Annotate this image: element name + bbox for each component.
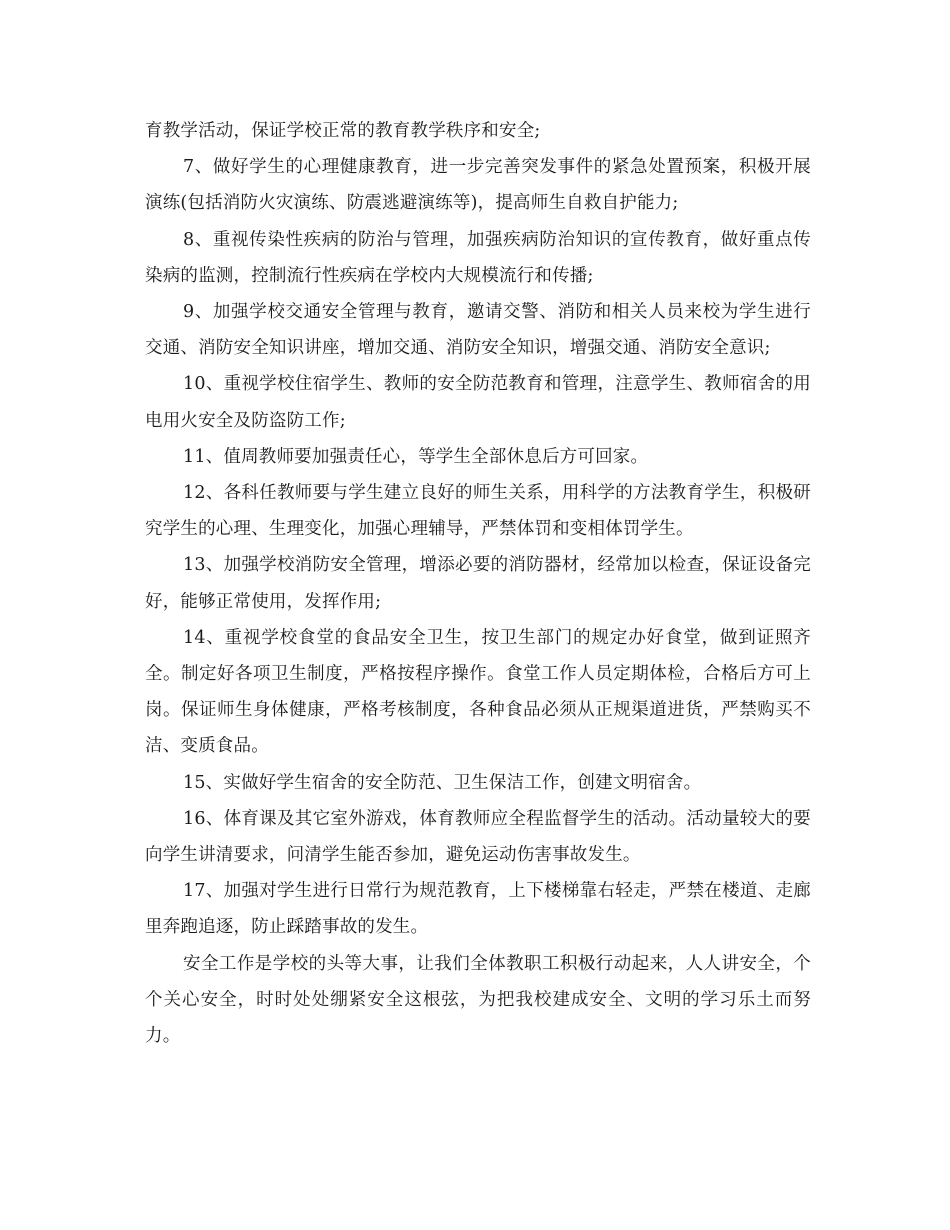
paragraph-item-12: 12、各科任教师要与学生建立良好的师生关系，用科学的方法教育学生，积极研究学生的心理、生理变化，加强心理辅导，严禁体罚和变相体罚学生。 xyxy=(145,483,811,540)
paragraph-continuation: 育教学活动，保证学校正常的教育教学秩序和安全; xyxy=(145,121,541,141)
paragraph-item-13: 13、加强学校消防安全管理，增添必要的消防器材，经常加以检查，保证设备完好，能够正常使用，发挥作用; xyxy=(145,555,811,612)
paragraph-item-11: 11、值周教师要加强责任心，等学生全部休息后方可回家。 xyxy=(183,446,649,467)
paragraph-item-15: 15、实做好学生宿舍的安全防范、卫生保洁工作，创建文明宿舍。 xyxy=(183,772,702,793)
paragraph-item-14: 14、重视学校食堂的食品安全卫生，按卫生部门的规定办好食堂，做到证照齐全。制定好各项卫生制度，严格按程序操作。食堂工作人员定期体检，合格后方可上岗。保证师生身体健康，严格考核制度，各种食品必须从正规渠道进货，严禁购买不洁、变质食品。 xyxy=(145,627,811,757)
paragraph-item-10: 10、重视学校住宿学生、教师的安全防范教育和管理，注意学生、教师宿舍的用电用火安全及防盗防工作; xyxy=(145,374,811,431)
paragraph-item-17: 17、加强对学生进行日常行为规范教育，上下楼梯靠右轻走，严禁在楼道、走廊里奔跑追逐，防止踩踏事故的发生。 xyxy=(145,881,811,938)
paragraph-item-7: 7、做好学生的心理健康教育，进一步完善突发事件的紧急处置预案，积极开展演练(包括消防火灾演练、防震逃避演练等)，提高师生自救自护能力; xyxy=(145,157,811,214)
paragraph-conclusion: 安全工作是学校的头等大事，让我们全体教职工积极行动起来，人人讲安全，个个关心安全，时时处处绷紧安全这根弦，为把我校建成安全、文明的学习乐土而努力。 xyxy=(145,953,811,1047)
paragraph-item-8: 8、重视传染性疾病的防治与管理，加强疾病防治知识的宣传教育，做好重点传染病的监测，控制流行性疾病在学校内大规模流行和传播; xyxy=(145,229,811,286)
document-body xyxy=(145,113,811,1054)
paragraph-item-9: 9、加强学校交通安全管理与教育，邀请交警、消防和相关人员来校为学生进行交通、消防安全知识讲座，增加交通、消防安全知识，增强交通、消防安全意识; xyxy=(145,302,811,359)
paragraph-item-16: 16、体育课及其它室外游戏，体育教师应全程监督学生的活动。活动量较大的要向学生讲清要求，问清学生能否参加，避免运动伤害事故发生。 xyxy=(145,808,811,866)
